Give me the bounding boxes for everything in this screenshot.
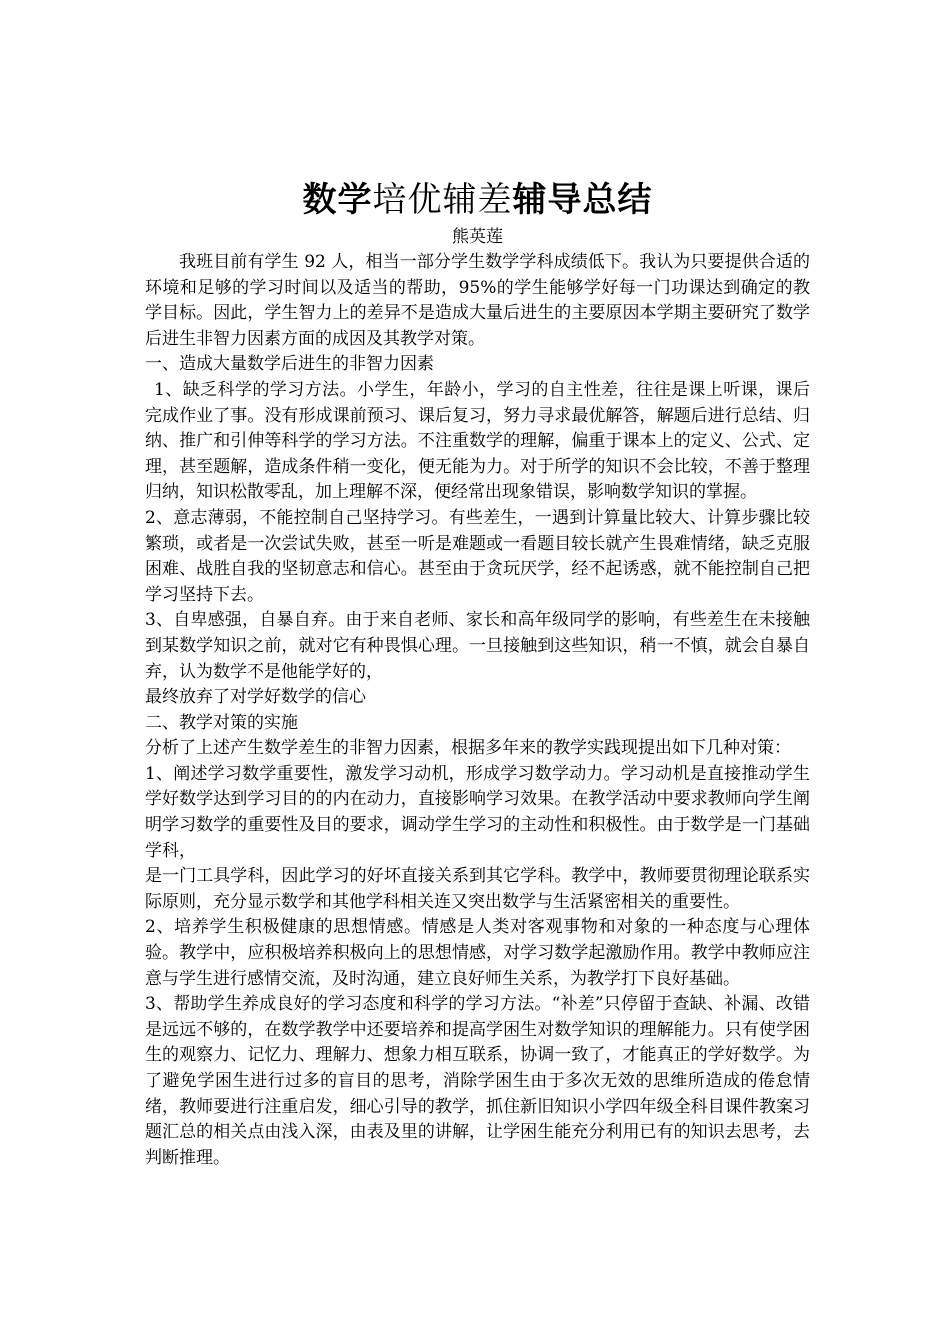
paragraph-2-1-cont: 是一门工具学科，因此学习的好坏直接关系到其它学科。教学中，教师要贯彻理论联系实际原则，充分显示数学和其他学科相关连又突出数学与生活紧密相关的重要性。 <box>145 866 810 912</box>
paragraph-1-3: 3、自卑感强，自暴自弃。由于来自老师、家长和高年级同学的影响，有些差生在未接触到某数学知识之前，就对它有种畏惧心理。一旦接触到这些知识，稍一不慎，就会自暴自弃，认为数学不是他能学好的， <box>145 610 810 682</box>
title-part-3: 辅导总结 <box>512 180 653 220</box>
paragraph-1-2: 2、意志薄弱，不能控制自己坚持学习。有些差生，一遇到计算量比较大、计算步骤比较繁琐，或者是一次尝试失败，甚至一听是难题或一看题目较长就产生畏难情绪，缺乏克服困难、战胜自我的坚韧意志和信心。甚至由于贪玩厌学，经不起诱惑，就不能控制自己把学习坚持下去。 <box>145 507 810 605</box>
paragraph-2-intro: 分析了上述产生数学差生的非智力因素，根据多年来的教学实践现提出如下几种对策： <box>145 738 791 759</box>
title-part-1: 数学 <box>302 180 373 220</box>
intro-paragraph: 我班目前有学生 92 人，相当一部分学生数学学科成绩低下。我认为只要提供合适的环境和足够的学习时间以及适当的帮助，95%的学生能够学好每一门功课达到确定的教学目标。因此，学生智力上的差异不是造成大量后进生的主要原因本学期主要研究了数学后进生非智力因素方面的成因及其教学对策。 <box>145 252 810 349</box>
section-heading-1: 一、造成大量数学后进生的非智力因素 <box>145 354 434 375</box>
paragraph-2-3: 3、帮助学生养成良好的学习态度和科学的学习方法。“补差”只停留于查缺、补漏、改错是远远不够的，在数学教学中还要培养和提高学困生对数学知识的理解能力。只有使学困生的观察力、记忆力、理解力、想象力相互联系，协调一致了，才能真正的学好数学。为了避免学困生进行过多的盲目的思考，消除学困生由于多次无效的思维所造成的倦怠情绪，教师要进行注重启发，细心引导的教学，抓住新旧知识小学四年级全科目课件教案习题汇总的相关点由浅入深，由表及里的讲解，让学困生能充分利用已有的知识去思考，去判断推理。 <box>145 994 810 1168</box>
section-heading-2: 二、教学对策的实施 <box>145 712 298 733</box>
paragraph-2-1: 1、阐述学习数学重要性，激发学习动机，形成学习数学动力。学习动机是直接推动学生学好数学达到学习目的的内在动力，直接影响学习效果。在教学活动中要求教师向学生阐明学习数学的重要性及目的要求，调动学生学习的主动性和积极性。由于数学是一门基础学科， <box>145 763 810 861</box>
title-part-2: 培优辅差 <box>372 180 513 220</box>
document-title <box>145 176 810 224</box>
paragraph-1-3-cont: 最终放弃了对学好数学的信心 <box>145 687 366 708</box>
document-page <box>145 176 810 1171</box>
paragraph-1-1: 1、缺乏科学的学习方法。小学生，年龄小，学习的自主性差，往往是课上听课，课后完成作业了事。没有形成课前预习、课后复习，努力寻求最优解答，解题后进行总结、归纳、推广和引伸等科学的学习方法。不注重数学的理解，偏重于课本上的定义、公式、定理，甚至题解，造成条件稍一变化，便无能为力。对于所学的知识不会比较，不善于整理归纳，知识松散零乱，加上理解不深，便经常出现象错误，影响数学知识的掌握。 <box>145 379 810 503</box>
author-name: 熊英莲 <box>452 227 503 247</box>
paragraph-2-2: 2、培养学生积极健康的思想情感。情感是人类对客观事物和对象的一种态度与心理体验。教学中，应积极培养积极向上的思想情感，对学习数学起激励作用。教学中教师应注意与学生进行感情交流，及时沟通，建立良好师生关系，为教学打下良好基础。 <box>145 917 810 989</box>
